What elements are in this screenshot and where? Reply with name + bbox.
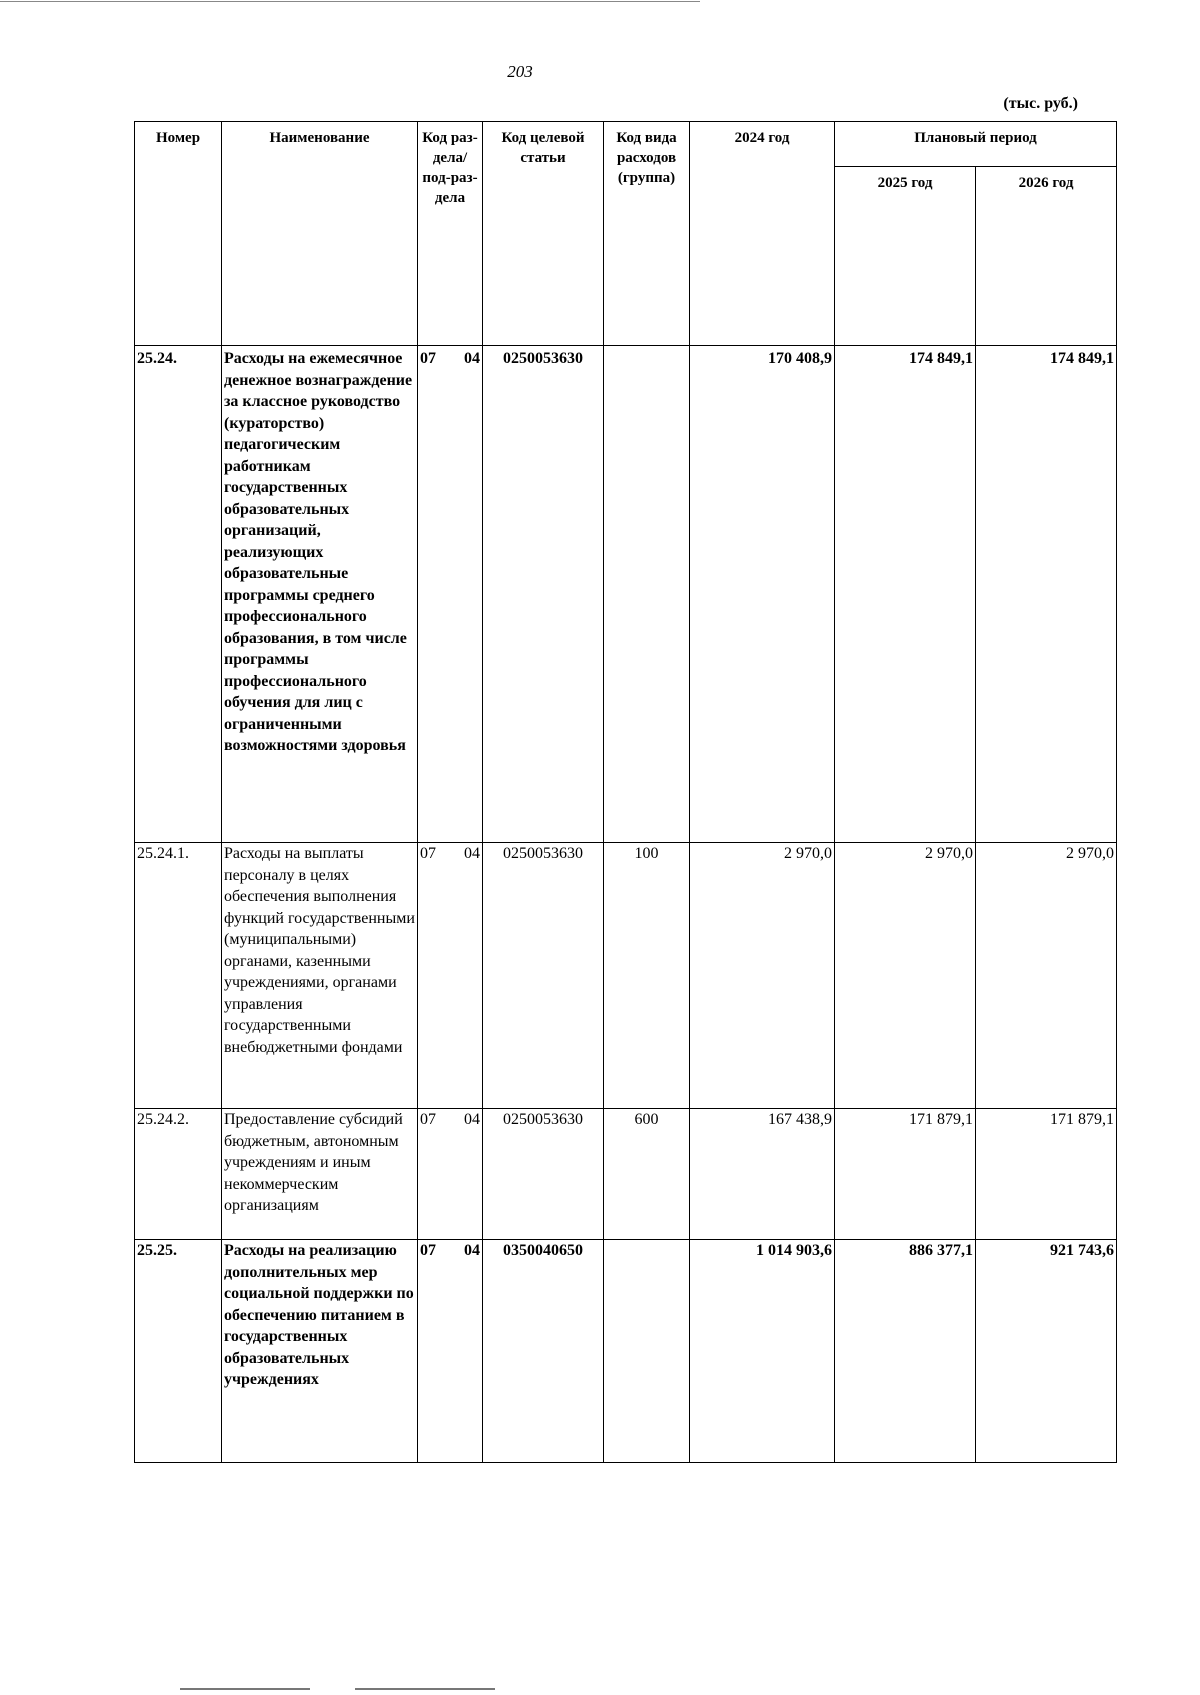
- row-razdel-cell: [418, 1240, 483, 1463]
- scan-artifact: [355, 1688, 495, 1690]
- page-number: 203: [507, 62, 533, 81]
- header-number: Номер: [135, 122, 222, 346]
- row-2024: 170 408,9: [690, 346, 835, 843]
- row-2024: 2 970,0: [690, 843, 835, 1109]
- row-2026: 174 849,1: [976, 346, 1117, 843]
- row-name: Расходы на реализацию дополнительных мер социальной поддержки по обеспечению питанием в государственных образовательных учреждениях: [222, 1240, 418, 1463]
- row-2024: 1 014 903,6: [690, 1240, 835, 1463]
- header-2025: 2025 год: [835, 167, 976, 346]
- header-name: Наименование: [222, 122, 418, 346]
- row-razdel: 07: [420, 845, 436, 862]
- header-2026: 2026 год: [976, 167, 1117, 346]
- row-podrazdel: 04: [464, 350, 480, 367]
- row-2026: 171 879,1: [976, 1109, 1117, 1240]
- row-name: Предоставление субсидий бюджетным, автономным учреждениям и иным некоммерческим организациям: [222, 1109, 418, 1240]
- units-label: (тыс. руб.): [1003, 95, 1078, 112]
- row-razdel: 07: [420, 1111, 436, 1128]
- row-razdel-cell: [418, 346, 483, 843]
- header-row: [135, 122, 1117, 167]
- row-podrazdel: 04: [464, 1242, 480, 1259]
- row-podrazdel: 04: [464, 1111, 480, 1128]
- header-vid: Код вида расходов (группа): [604, 122, 690, 346]
- header-2024: 2024 год: [690, 122, 835, 346]
- budget-table: [134, 121, 1117, 1463]
- row-target: 0350040650: [483, 1240, 604, 1463]
- row-2025: 886 377,1: [835, 1240, 976, 1463]
- row-podrazdel: 04: [464, 845, 480, 862]
- row-number: 25.25.: [135, 1240, 222, 1463]
- row-2026: 2 970,0: [976, 843, 1117, 1109]
- row-target: 0250053630: [483, 346, 604, 843]
- row-number: 25.24.1.: [135, 843, 222, 1109]
- row-razdel-cell: [418, 1109, 483, 1240]
- scan-artifact: [180, 1688, 310, 1690]
- row-2024: 167 438,9: [690, 1109, 835, 1240]
- row-2025: 171 879,1: [835, 1109, 976, 1240]
- row-2025: 174 849,1: [835, 346, 976, 843]
- row-number: 25.24.2.: [135, 1109, 222, 1240]
- table-row: [135, 1109, 1117, 1240]
- scan-top-edge: [0, 1, 700, 2]
- row-name: Расходы на выплаты персоналу в целях обеспечения выполнения функций государственными (муниципальными) органами, казенными учреждениями, органами управления государственными внебюджетными фондами: [222, 843, 418, 1109]
- row-target: 0250053630: [483, 843, 604, 1109]
- row-vid: [604, 1240, 690, 1463]
- table-row: [135, 346, 1117, 843]
- row-2026: 921 743,6: [976, 1240, 1117, 1463]
- row-vid: 600: [604, 1109, 690, 1240]
- header-razdel: Код раз-дела/ под-раз-дела: [418, 122, 483, 346]
- row-target: 0250053630: [483, 1109, 604, 1240]
- row-razdel: 07: [420, 1242, 436, 1259]
- header-target: Код целевой статьи: [483, 122, 604, 346]
- row-vid: [604, 346, 690, 843]
- table-row: [135, 843, 1117, 1109]
- row-number: 25.24.: [135, 346, 222, 843]
- row-razdel-cell: [418, 843, 483, 1109]
- row-razdel: 07: [420, 350, 436, 367]
- header-planned-period: Плановый период: [835, 122, 1117, 167]
- row-vid: 100: [604, 843, 690, 1109]
- table-row: [135, 1240, 1117, 1463]
- row-name: Расходы на ежемесячное денежное вознаграждение за классное руководство (кураторство) педагогическим работникам государственных образовательных организаций, реализующих образовательные программы среднего профессионального образования, в том числе программы профессионального обучения для лиц с ограниченными возможностями здоровья: [222, 346, 418, 843]
- row-2025: 2 970,0: [835, 843, 976, 1109]
